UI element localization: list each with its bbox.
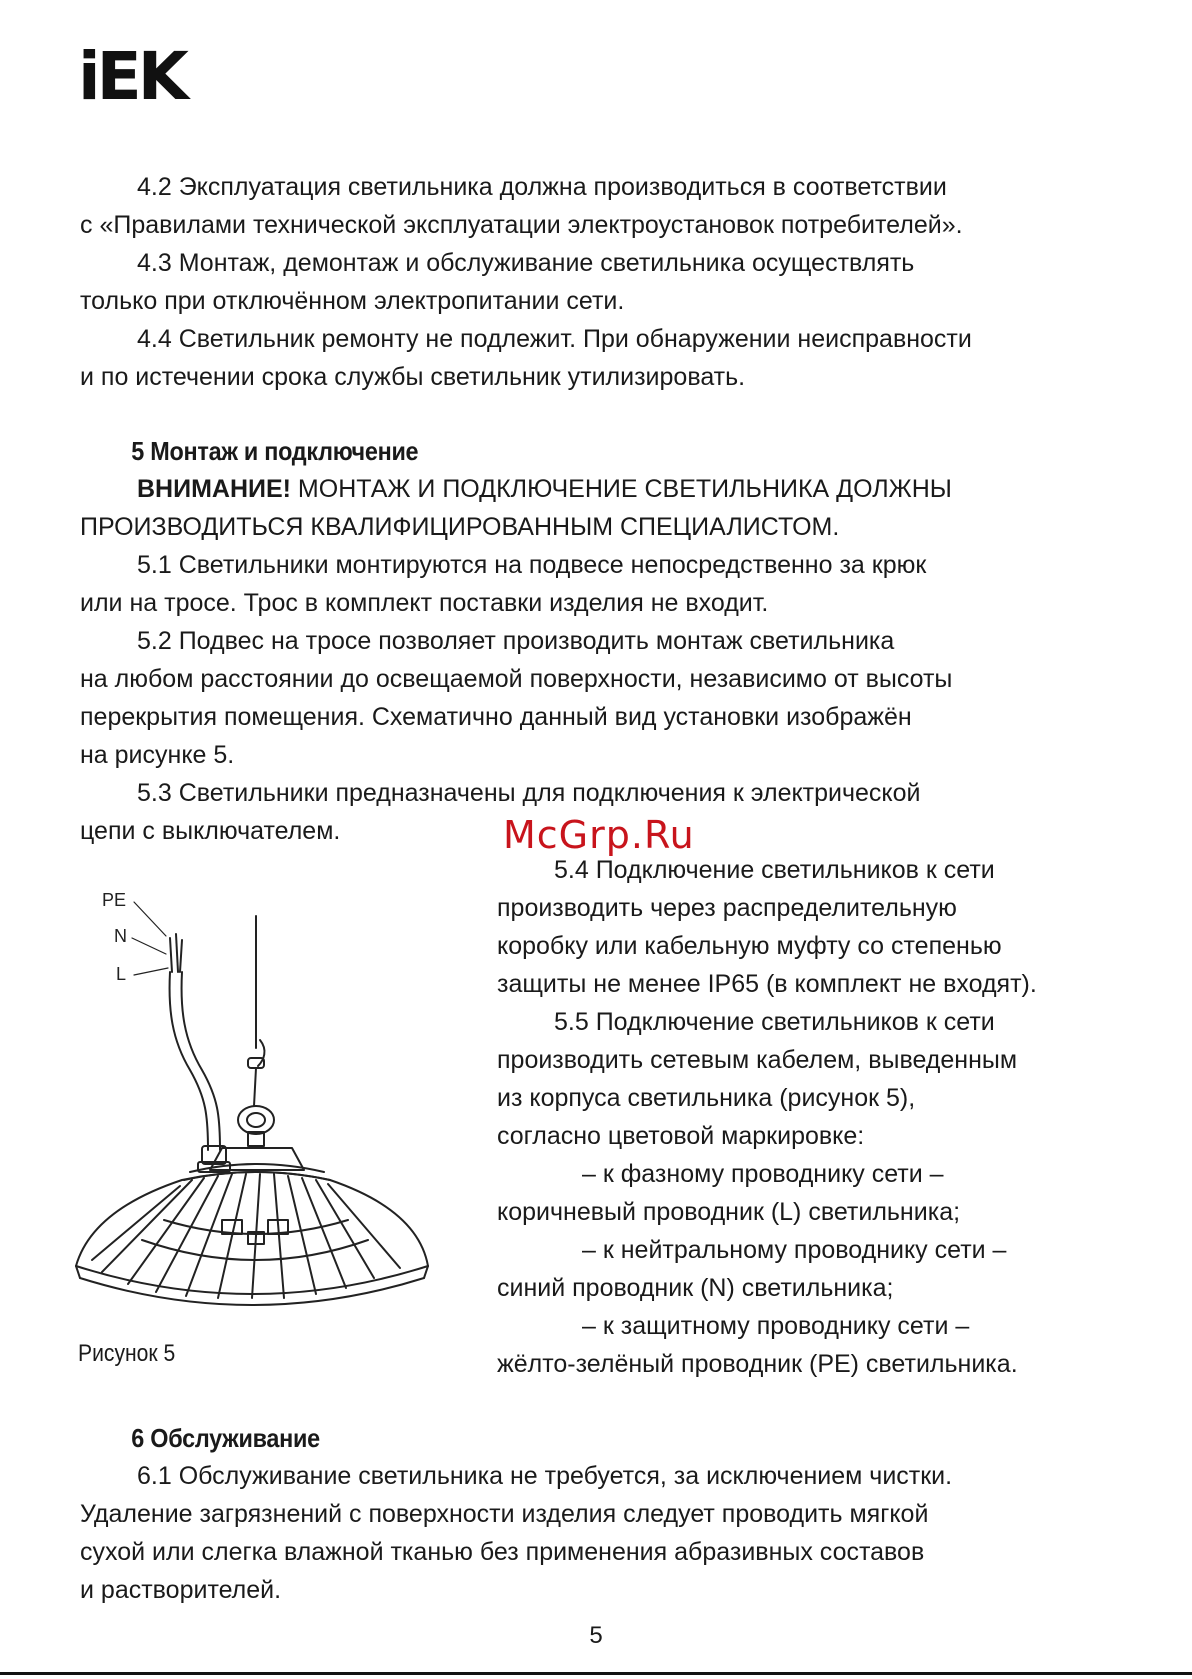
list-item-phase-line-2: коричневый проводник (L) светильника; xyxy=(497,1198,961,1226)
paragraph-4-4-line-1: 4.4 Светильник ремонту не подлежит. При обнаружении неисправности xyxy=(137,325,972,353)
paragraph-5-4-line-2: производить через распределительную xyxy=(497,894,957,922)
wire-label-pe: PE xyxy=(102,890,127,910)
paragraph-5-2-line-2: на любом расстоянии до освещаемой поверхности, независимо от высоты xyxy=(80,665,953,693)
list-item-neutral-line-1: – к нейтральному проводнику сети – xyxy=(582,1236,1007,1264)
paragraph-5-5-line-2: производить сетевым кабелем, выведенным xyxy=(497,1046,1018,1074)
wire-label-l: L xyxy=(116,964,127,984)
warning-label: ВНИМАНИЕ! xyxy=(137,475,291,503)
paragraph-6-1-line-4: и растворителей. xyxy=(80,1576,282,1604)
page-number: 5 xyxy=(589,1622,603,1649)
paragraph-5-3-line-2: цепи с выключателем. xyxy=(80,817,341,845)
figure-caption: Рисунок 5 xyxy=(78,1340,176,1367)
list-item-ground-line-1: – к защитному проводнику сети – xyxy=(582,1312,970,1340)
paragraph-6-1-line-2: Удаление загрязнений с поверхности изделия следует проводить мягкой xyxy=(80,1500,929,1528)
paragraph-4-4-line-2: и по истечении срока службы светильник утилизировать. xyxy=(80,363,746,391)
paragraph-5-5-line-1: 5.5 Подключение светильников к сети xyxy=(554,1008,995,1036)
paragraph-4-3-line-2: только при отключённом электропитании сети. xyxy=(80,287,625,315)
paragraph-4-3-line-1: 4.3 Монтаж, демонтаж и обслуживание светильника осуществлять xyxy=(137,249,915,277)
paragraph-6-1-line-1: 6.1 Обслуживание светильника не требуется, за исключением чистки. xyxy=(137,1462,953,1490)
paragraph-5-2-line-1: 5.2 Подвес на тросе позволяет производить монтаж светильника xyxy=(137,627,895,655)
warning-text: МОНТАЖ И ПОДКЛЮЧЕНИЕ СВЕТИЛЬНИКА ДОЛЖНЫ xyxy=(290,475,952,503)
watermark: McGrp.Ru xyxy=(503,813,695,857)
paragraph-5-2-line-4: на рисунке 5. xyxy=(80,741,235,769)
paragraph-5-3-line-1: 5.3 Светильники предназначены для подключения к электрической xyxy=(137,779,921,807)
paragraph-5-2-line-3: перекрытия помещения. Схематично данный вид установки изображён xyxy=(80,703,912,731)
paragraph-5-5-line-3: из корпуса светильника (рисунок 5), xyxy=(497,1084,916,1112)
luminaire-figure xyxy=(72,880,432,1310)
paragraph-5-4-line-3: коробку или кабельную муфту со степенью xyxy=(497,932,1002,960)
warning-line-1 xyxy=(80,470,1120,508)
list-item-neutral-line-2: синий проводник (N) светильника; xyxy=(497,1274,894,1302)
section-6-heading: 6 Обслуживание xyxy=(131,1423,320,1453)
iek-logo: iEK xyxy=(78,38,185,115)
section-5-heading: 5 Монтаж и подключение xyxy=(131,436,419,466)
paragraph-5-4-line-4: защиты не менее IP65 (в комплект не входят). xyxy=(497,970,1037,998)
paragraph-5-1-line-1: 5.1 Светильники монтируются на подвесе непосредственно за крюк xyxy=(137,551,927,579)
wire-label-n: N xyxy=(114,926,127,946)
bottom-rule xyxy=(0,1672,1192,1675)
paragraph-4-2-line-2: с «Правилами технической эксплуатации электроустановок потребителей». xyxy=(80,211,963,239)
paragraph-6-1-line-3: сухой или слегка влажной тканью без применения абразивных составов xyxy=(80,1538,925,1566)
paragraph-5-1-line-2: или на тросе. Трос в комплект поставки изделия не входит. xyxy=(80,589,769,617)
paragraph-5-5-line-4: согласно цветовой маркировке: xyxy=(497,1122,865,1150)
paragraph-5-4-line-1: 5.4 Подключение светильников к сети xyxy=(554,856,995,884)
list-item-phase-line-1: – к фазному проводнику сети – xyxy=(582,1160,944,1188)
list-item-ground-line-2: жёлто-зелёный проводник (PE) светильника. xyxy=(497,1350,1018,1378)
paragraph-4-2-line-1: 4.2 Эксплуатация светильника должна производиться в соответствии xyxy=(137,173,947,201)
warning-line-2: ПРОИЗВОДИТЬСЯ КВАЛИФИЦИРОВАННЫМ СПЕЦИАЛИСТОМ. xyxy=(80,513,840,541)
